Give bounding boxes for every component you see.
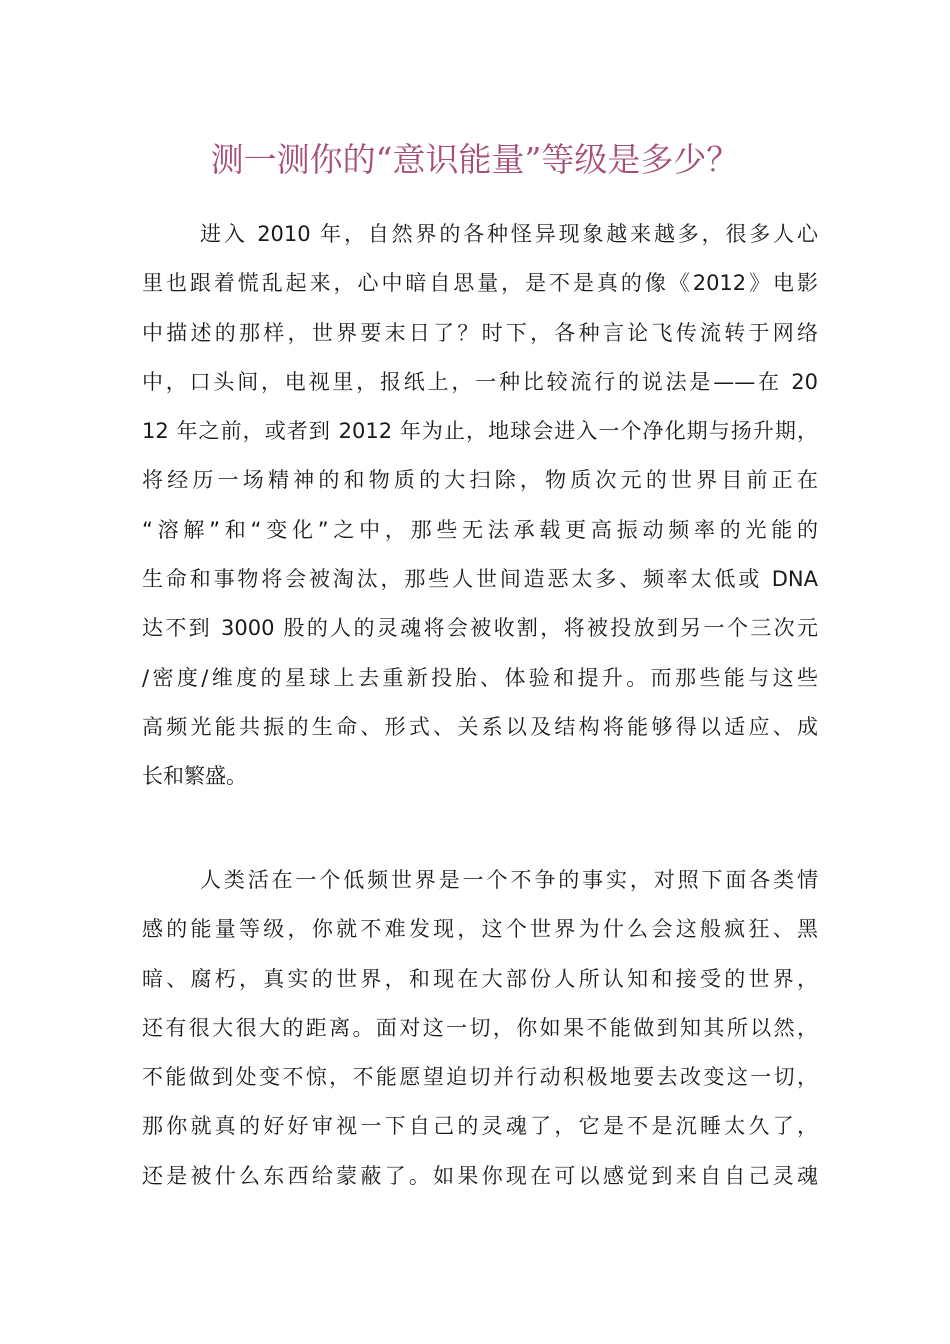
paragraph-line: 暗、腐朽，真实的世界，和现在大部份人所认知和接受的世界， [142, 966, 818, 991]
paragraph-2 [142, 856, 818, 1201]
paragraph-line: 12 年之前，或者到 2012 年为止，地球会进入一个净化期与扬升期， [142, 419, 818, 444]
paragraph-line: “溶解”和“变化”之中，那些无法承载更高振动频率的光能的 [142, 517, 818, 542]
paragraph-line: 进入 2010 年，自然界的各种怪异现象越来越多，很多人心 [200, 222, 818, 246]
paragraph-line: 长和繁盛。 [142, 764, 247, 789]
paragraph-line: 那你就真的好好审视一下自己的灵魂了，它是不是沉睡太久了， [142, 1114, 818, 1139]
paragraph-line: 中描述的那样，世界要末日了？时下，各种言论飞传流转于网络 [142, 320, 818, 345]
paragraph-1 [142, 210, 818, 802]
paragraph-line: 将经历一场精神的和物质的大扫除，物质次元的世界目前正在 [142, 468, 818, 493]
paragraph-line: 不能做到处变不惊，不能愿望迫切并行动积极地要去改变这一切， [142, 1065, 818, 1090]
paragraph-line: 人类活在一个低频世界是一个不争的事实，对照下面各类情 [200, 868, 818, 892]
paragraph-line: /密度/维度的星球上去重新投胎、体验和提升。而那些能与这些 [142, 665, 818, 690]
paragraph-line: 高频光能共振的生命、形式、关系以及结构将能够得以适应、成 [142, 714, 818, 739]
paragraph-line: 生命和事物将会被淘汰，那些人世间造恶太多、频率太低或 DNA [142, 567, 818, 592]
paragraph-line: 里也跟着慌乱起来，心中暗自思量，是不是真的像《2012》电影 [142, 271, 818, 296]
page-title: 测一测你的“意识能量”等级是多少？ [210, 140, 740, 179]
paragraph-line: 感的能量等级，你就不难发现，这个世界为什么会这般疯狂、黑 [142, 917, 818, 942]
paragraph-line: 还有很大很大的距离。面对这一切，你如果不能做到知其所以然， [142, 1015, 818, 1040]
paragraph-line: 达不到 3000 股的人的灵魂将会被收割，将被投放到另一个三次元 [142, 616, 818, 641]
paragraph-line: 还是被什么东西给蒙蔽了。如果你现在可以感觉到来自自己灵魂 [142, 1163, 818, 1188]
paragraph-line: 中，口头间，电视里，报纸上，一种比较流行的说法是——在 20 [142, 369, 818, 394]
